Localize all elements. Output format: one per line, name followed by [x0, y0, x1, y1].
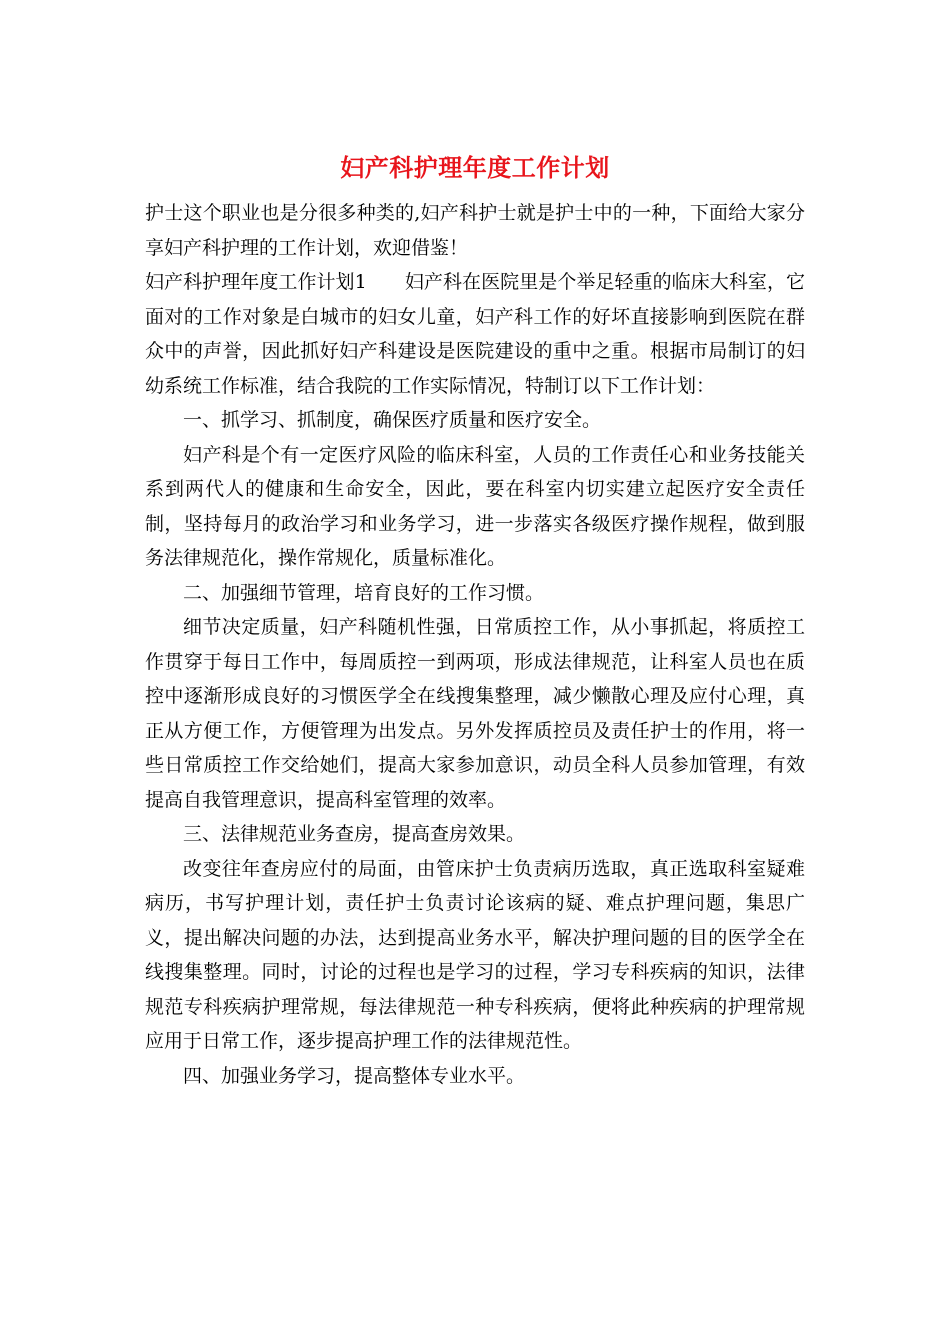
section-body-1: 妇产科是个有一定医疗风险的临床科室，人员的工作责任心和业务技能关系到两代人的健康和生命安全，因此，要在科室内切实建立起医疗安全责任制，坚持每月的政治学习和业务学习，进一步落实各级医疗操作规程，做到服务法律规范化，操作常规化，质量标准化。	[145, 443, 805, 569]
section-body-2: 细节决定质量，妇产科随机性强，日常质控工作，从小事抓起，将质控工作贯穿于每日工作中，每周质控一到两项，形成法律规范，让科室人员也在质控中逐渐形成良好的习惯医学全在线搜集整理，减少懒散心理及应付心理，真正从方便工作，方便管理为出发点。另外发挥质控员及责任护士的作用，将一些日常质控工作交给她们，提高大家参加意识，动员全科人员参加管理，有效提高自我管理意识，提高科室管理的效率。	[145, 616, 805, 811]
document-body	[145, 150, 805, 1093]
section-heading-3: 三、法律规范业务查房，提高查房效果。	[183, 823, 526, 845]
section-heading-2: 二、加强细节管理，培育良好的工作习惯。	[183, 581, 545, 604]
section-heading-1: 一、抓学习、抓制度，确保医疗质量和医疗安全。	[183, 409, 602, 431]
section-body-3: 改变往年查房应付的局面，由管床护士负责病历选取，真正选取科室疑难病历，书写护理计划，责任护士负责讨论该病的疑、难点护理问题，集思广义，提出解决问题的办法，达到提高业务水平，解决护理问题的目的医学全在线搜集整理。同时，讨论的过程也是学习的过程，学习专科疾病的知识，法律规范专科疾病护理常规，每法律规范一种专科疾病，便将此种疾病的护理常规应用于日常工作，逐步提高护理工作的法律规范性。	[145, 857, 805, 1052]
document-title: 妇产科护理年度工作计划	[340, 153, 610, 182]
section-heading-4: 四、加强业务学习，提高整体专业水平。	[183, 1064, 526, 1087]
plan-overview-paragraph: 妇产科护理年度工作计划1 妇产科在医院里是个举足轻重的临床大科室，它面对的工作对象是白城市的妇女儿童，妇产科工作的好坏直接影响到医院在群众中的声誉，因此抓好妇产科建设是医院建设的重中之重。根据市局制订的妇幼系统工作标准，结合我院的工作实际情况，特制订以下工作计划：	[145, 271, 805, 397]
intro-paragraph: 护士这个职业也是分很多种类的,妇产科护士就是护士中的一种，下面给大家分享妇产科护理的工作计划，欢迎借鉴！	[145, 202, 805, 259]
